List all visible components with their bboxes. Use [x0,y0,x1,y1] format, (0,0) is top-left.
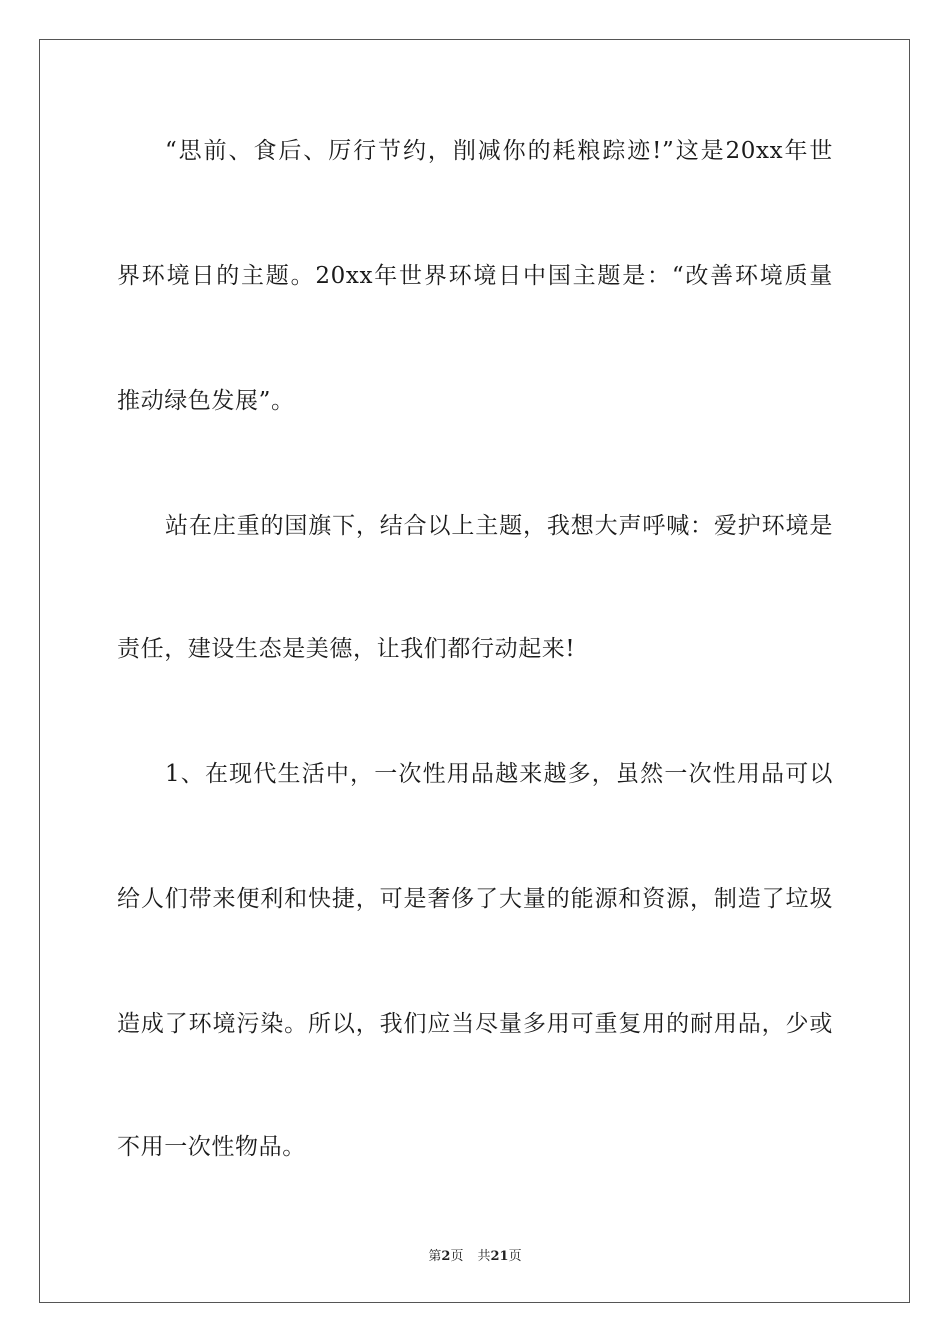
footer-page-prefix: 第 [428,1249,442,1264]
paragraph-3-line-4: 不用一次性物品。 [117,1134,306,1160]
page-footer [0,1248,950,1266]
paragraph-2-line-1: 站在庄重的国旗下，结合以上主题，我想大声呼喊：爱护环境是 [165,513,833,539]
footer-page-number: 2 [441,1249,451,1264]
footer-total-prefix: 共 [477,1249,491,1264]
paragraph-1-line-3: 推动绿色发展”。 [117,388,295,414]
footer-total-pages: 21 [490,1249,509,1264]
paragraph-2-line-2: 责任，建设生态是美德，让我们都行动起来! [117,636,576,662]
paragraph-3-line-3: 造成了环境污染。所以，我们应当尽量多用可重复用的耐用品，少或 [117,1011,833,1037]
page-border [39,39,910,1303]
footer-total-suffix: 页 [508,1249,522,1264]
paragraph-1-line-2: 界环境日的主题。20xx年世界环境日中国主题是：“改善环境质量 [117,263,833,289]
paragraph-1-line-1: “思前、食后、厉行节约，削减你的耗粮踪迹!”这是20xx年世 [165,138,833,164]
footer-page-suffix: 页 [450,1249,464,1264]
paragraph-3-line-2: 给人们带来便利和快捷，可是奢侈了大量的能源和资源，制造了垃圾 [117,886,833,912]
paragraph-3-line-1: 1、在现代生活中，一次性用品越来越多，虽然一次性用品可以 [165,761,833,787]
